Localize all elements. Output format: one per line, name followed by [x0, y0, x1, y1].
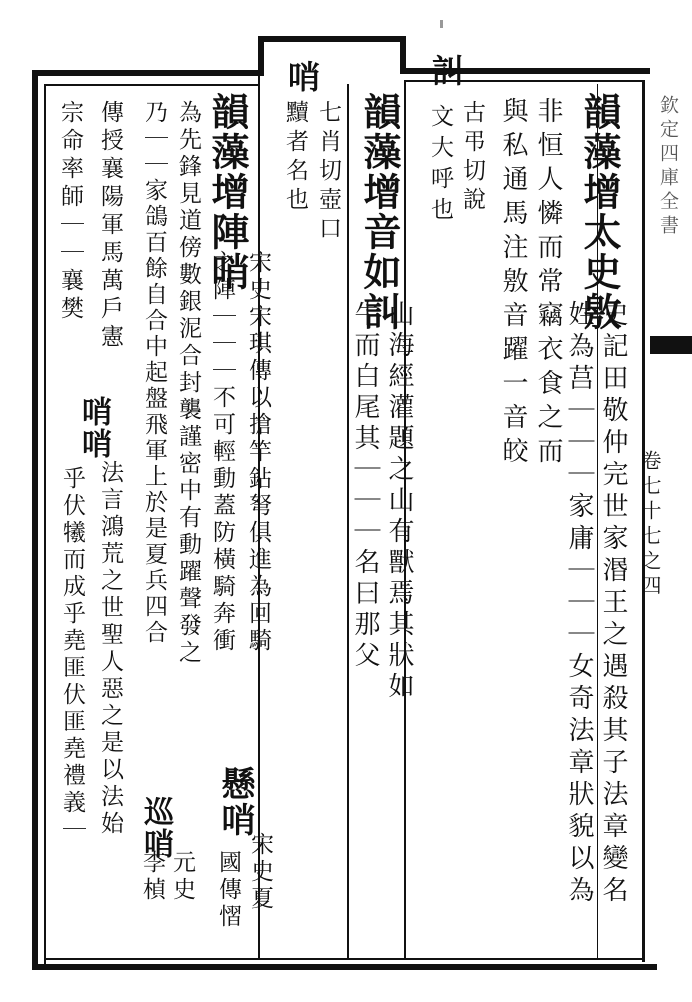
book-title: 欽定四庫全書	[657, 95, 679, 239]
entry-text: 宗命率師｜｜襄樊	[57, 100, 83, 324]
frame-top-inner	[46, 84, 260, 86]
entry-text: 姓為莒｜｜｜家庸｜｜｜女奇法章狀貌以為	[564, 300, 594, 908]
top-tick	[440, 20, 443, 28]
frame-step-left-v	[258, 36, 264, 76]
character-heading: 哨	[283, 60, 321, 97]
source-note: 元史	[169, 850, 195, 904]
character-heading: 訆	[427, 54, 465, 91]
source-note: 宋史夏	[247, 832, 273, 913]
entry-heading: 韻藻增音如訆	[357, 92, 402, 332]
entry-text: 史記田敬仲完世家湣王之遇殺其子法章變名	[598, 300, 628, 908]
pronunciation-note: 古弔切說	[459, 100, 485, 216]
entry-heading: 韻藻增陣哨	[205, 92, 250, 292]
entry-text: 非恒人憐而常竊衣食之而	[533, 97, 563, 471]
source-note: 國傳慴	[215, 850, 241, 931]
frame-left-outer	[32, 70, 38, 970]
entry-text: 乎伏犧而成乎堯匪伏匪堯禮義｜	[59, 466, 85, 844]
entry-heading: 韻藻增太史敫	[577, 92, 622, 332]
entry-text: 為先鋒見道傍數銀泥合封襲謹密中有動躍聲發之	[175, 100, 201, 667]
entry-heading: 懸哨	[215, 766, 255, 838]
entry-text: 法言鴻荒之世聖人惡之是以法始	[97, 460, 123, 838]
entry-text: 牛而白尾其｜｜｜名曰那父	[350, 300, 380, 672]
entry-text: 與私通馬注敫音躍一音皎	[498, 97, 528, 471]
entry-text: 乃｜｜家鴿百餘自合中起盤飛軍上於是夏兵四合	[141, 100, 167, 646]
entry-heading: 哨哨	[76, 396, 111, 460]
entry-text: 山海經灌題之山有獸焉其狀如	[384, 300, 414, 703]
entry-text: 傳授襄陽軍馬萬戶憲	[97, 100, 123, 352]
entry-text: 之陣｜｜｜不可輕動蓋防橫騎奔衝	[209, 250, 235, 655]
frame-top-left	[32, 70, 264, 76]
frame-top-mid	[258, 36, 402, 42]
definition-note: 黷者名也	[282, 100, 308, 216]
frame-step-right-v	[400, 36, 406, 72]
frame-bottom-outer	[32, 964, 657, 970]
entry-heading: 巡哨	[138, 796, 173, 860]
frame-left-inner	[44, 84, 46, 964]
frame-bottom-inner	[44, 958, 644, 960]
fishtail-mark	[650, 336, 692, 354]
source-note: 李楨	[139, 850, 165, 904]
column-divider	[347, 84, 349, 958]
pronunciation-note: 七肖切壺口	[315, 100, 341, 245]
definition-note: 文大呼也	[427, 104, 453, 228]
volume-label: 卷七十七之四	[638, 450, 662, 600]
entry-text: 宋史宋琪傳以搶竿鉆弩俱進為回騎	[245, 250, 271, 655]
